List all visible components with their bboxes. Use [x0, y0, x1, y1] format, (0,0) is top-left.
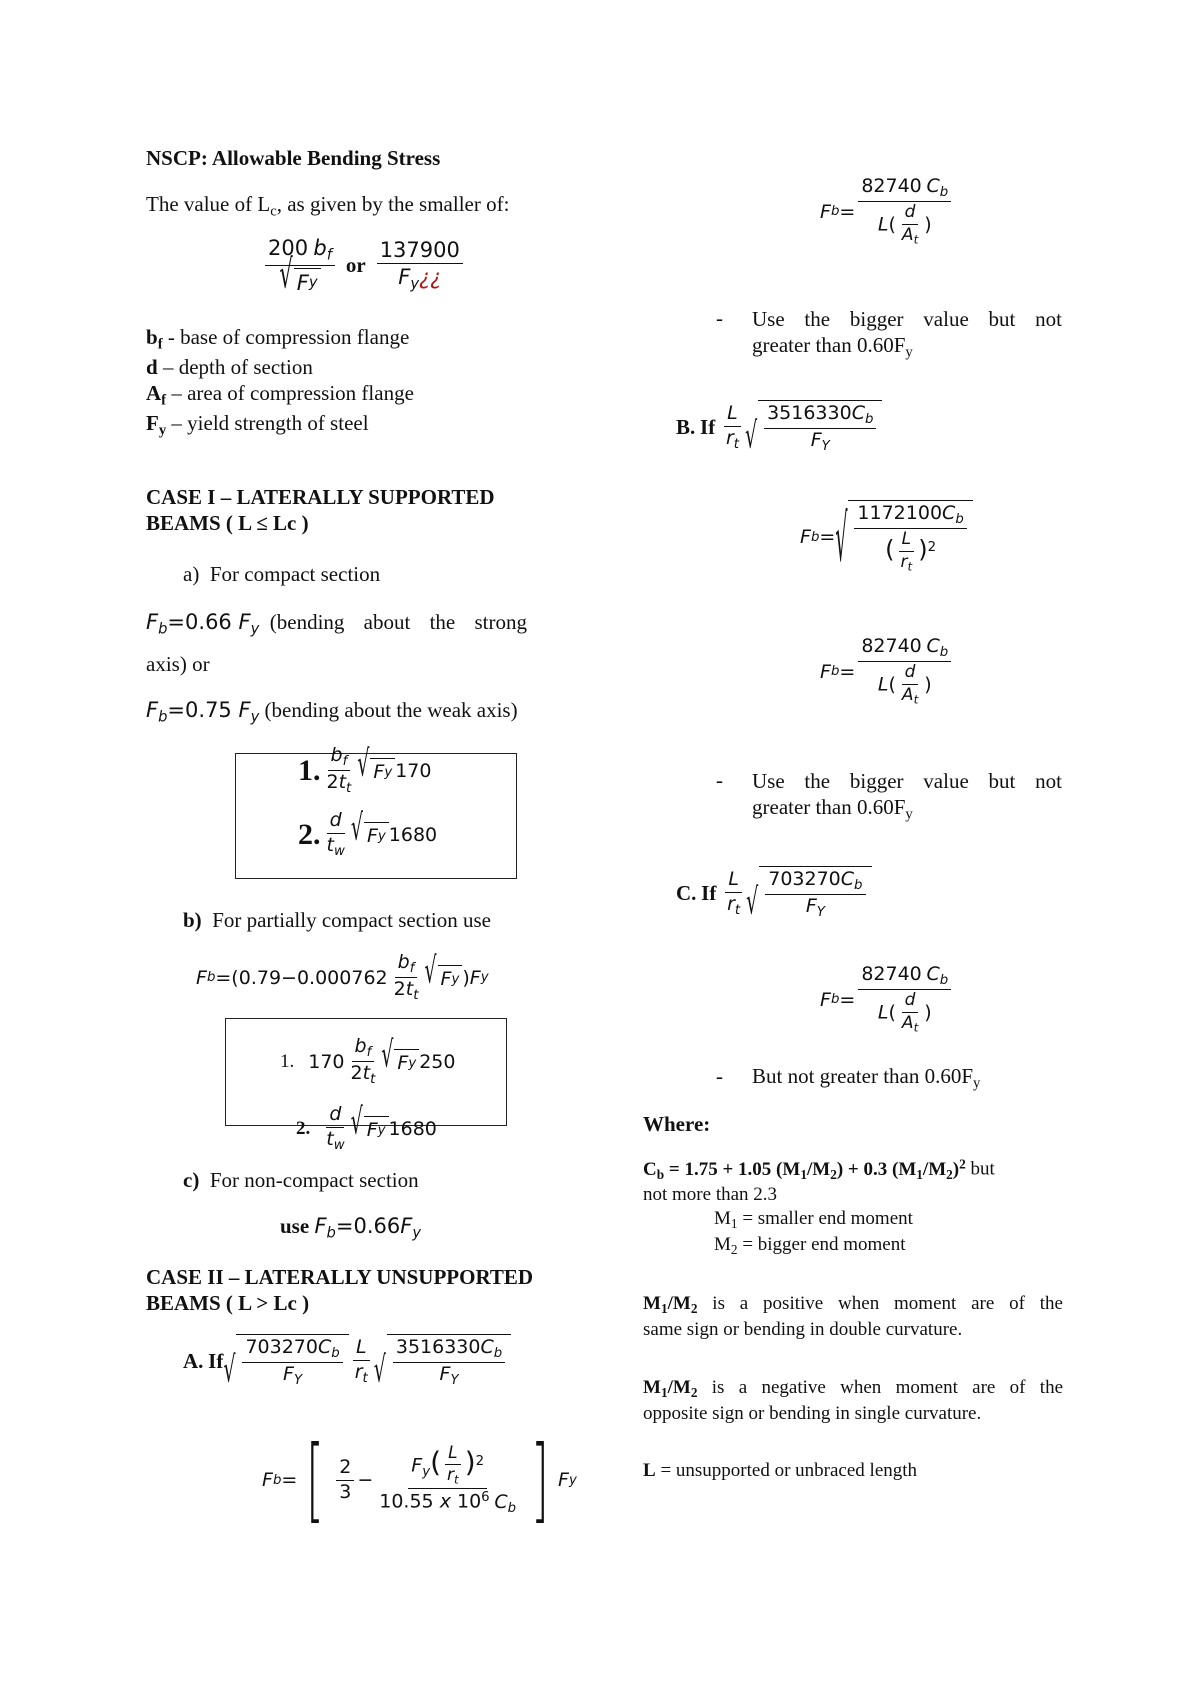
- note-bigger-2: Use the bigger value but not greater than $0.60F_y$: [752, 769, 1062, 823]
- ratio-positive-note: $M_1/M_2$ is a positive when moment are of the same sign or bending in double curvature.: [643, 1293, 1063, 1340]
- fb-82740-formula-1: F b = 82740 $C_b$ L( $\frac{d}{A_t}$ ): [820, 176, 954, 247]
- lc-formula: 200 $b_f$ √ F y or $\frac{137900}{F_y¿¿}$: [262, 236, 466, 295]
- case2-condition-a: A. If √ $\frac{703270C_b}{F_Y}$ $\frac{L}{r_t}$ √ $\frac{3516330C_b}{F_Y}$: [183, 1334, 511, 1389]
- definition-bf: $b_f$ - base of compression flange: [146, 325, 410, 353]
- compact-criterion-2: 2. $\frac{d}{t_w}$ √ F y 1680: [298, 807, 438, 859]
- compact-criterion-1: 1. $\frac{b_f}{2t_t}$ √ F y 170: [298, 743, 432, 797]
- partially-compact-criterion-1: 1. 170 $\frac{b_f}{2t_t}$ √ F y 250: [280, 1034, 456, 1088]
- fb-non-compact: use $F_b=0.66F_y$: [280, 1214, 422, 1242]
- case2-condition-b: B. If $\frac{L}{r_t}$ √ $\frac{3516330C_b}{F_Y}$: [676, 400, 882, 455]
- ratio-negative-note: $M_1/M_2$ is a negative when moment are of the opposite sign or bending in single curvature.: [643, 1377, 1064, 1424]
- where-heading: Where:: [643, 1112, 711, 1136]
- note-not-greater-dash: -: [716, 1064, 723, 1088]
- fb-strong-axis-cont: axis) or: [146, 652, 210, 676]
- page-title: NSCP: Allowable Bending Stress: [146, 146, 441, 170]
- definition-af: $A_f$ – area of compression flange: [146, 381, 414, 409]
- note-bigger-1-dash: -: [716, 306, 723, 330]
- fb-case2-a-formula: F b = [ $\frac{2}{3}$ − $F_y$( $\frac{L}{r_t}$ )$^2$ 10.55 x $10^6$ $C_b$ ] F y: [262, 1426, 577, 1533]
- definition-d: d – depth of section: [146, 354, 313, 379]
- note-not-greater: But not greater than $0.60F_y$: [752, 1064, 981, 1092]
- fb-weak-axis: $F_b=0.75$ $F_y$ (bending about the weak axis): [146, 698, 518, 726]
- definition-list: [146, 324, 414, 440]
- case1-b-item: b) For partially compact section use: [183, 908, 491, 932]
- case2-condition-c: C. If $\frac{L}{r_t}$ √ $\frac{703270C_b}{F_Y}$: [676, 866, 872, 921]
- definition-fy: $F_y$ – yield strength of steel: [146, 410, 369, 439]
- case1-a-item: a) For compact section: [183, 562, 381, 586]
- case1-c-item: c) For non-compact section: [183, 1168, 419, 1192]
- fb-partially-compact: F b =( 0.79 − 0.000762 $\frac{b_f}{2t_t}$ √ F y ) F y: [196, 950, 489, 1004]
- partially-compact-criterion-2: 2. $\frac{d}{t_w}$ √ F y 1680: [296, 1101, 437, 1153]
- note-bigger-2-dash: -: [716, 768, 723, 792]
- fb-strong-axis: $F_b=0.66$ $F_y$ (bending about the strong: [146, 610, 527, 638]
- case1-heading: CASE I – LATERALLY SUPPORTED BEAMS ( L ≤ Lc ): [146, 485, 495, 536]
- cb-definition: $C_b = 1.75 + 1.05$ $(M_1/M_2) + 0.3$ $(M_1/M_2)^2$ but not more than 2.3 $M_1$ = smaller end moment $M_2$ = bigger end moment: [643, 1156, 995, 1257]
- case2-heading: CASE II – LATERALLY UNSUPPORTED BEAMS ( L > Lc ): [146, 1265, 534, 1316]
- fb-1172100-formula: F b = √ $1172100C_b$ ( $\frac{L}{r_t}$ )$^2$: [800, 500, 973, 574]
- note-bigger-1: Use the bigger value but not greater than $0.60F_y$: [752, 307, 1062, 361]
- fb-82740-formula-2: F b = 82740 $C_b$ L( $\frac{d}{A_t}$ ): [820, 636, 954, 707]
- fb-82740-formula-3: F b = 82740 $C_b$ L( $\frac{d}{A_t}$ ): [820, 964, 954, 1035]
- lc-intro: The value of $L_c$, as given by the smaller of:: [146, 192, 510, 220]
- unbraced-length-definition: L = unsupported or unbraced length: [643, 1460, 918, 1481]
